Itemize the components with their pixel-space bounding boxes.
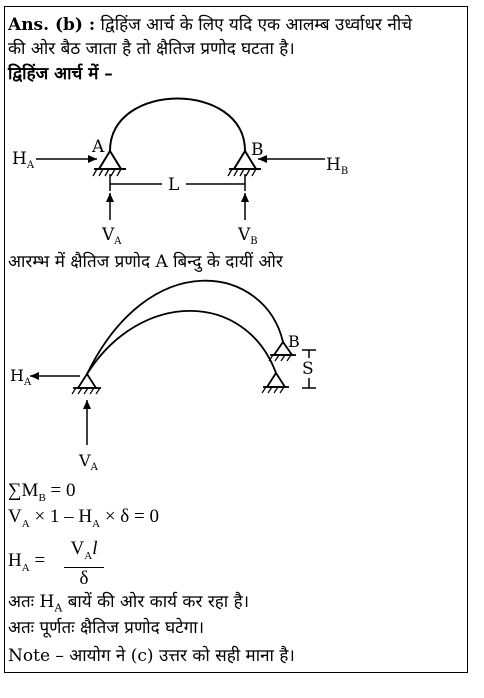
answer-line-2: की ओर बैठ जाता है तो क्षैतिज प्रणोद घटता है।	[8, 39, 295, 59]
settlement-s-label: S	[302, 359, 314, 379]
ha-label: $H_A$	[12, 149, 35, 171]
hinge-support-a2	[78, 374, 96, 388]
va2-arrow-head	[83, 400, 91, 409]
arch-curve	[110, 99, 245, 152]
va2-label: $V_A$	[79, 451, 98, 473]
equation-moment-sum: $\sum M_B = 0$	[8, 480, 76, 504]
span-l-label: L	[168, 175, 180, 195]
settled-support-diagram	[0, 270, 470, 475]
arch-curve-initial	[87, 281, 283, 374]
conclusion-2: अतः पूर्णतः क्षैतिज प्रणोद घटेगा।	[8, 618, 205, 638]
answer-text-1: द्विहिंज आर्च के लिए यदि एक आलम्ब उर्ध्वाधर नीचे	[100, 15, 413, 35]
va-arrow-head	[106, 193, 114, 202]
ha2-arrow-head	[30, 372, 39, 380]
hb-label: $H_B$	[326, 155, 349, 177]
point-a-label: A	[92, 137, 105, 157]
two-hinged-arch-diagram	[0, 85, 470, 250]
va-label: $V_A$	[102, 225, 122, 247]
equation-moment-balance: $V_A \times 1 - H_A \times \delta = 0$	[8, 506, 159, 530]
answer-line-1	[8, 14, 412, 36]
point-b2-label: B	[288, 332, 300, 351]
hinge-support-b-settled	[267, 373, 285, 387]
caption-text: आरम्भ में क्षैतिज प्रणोद A बिन्दु के दायीं ओर	[8, 252, 283, 272]
vb-arrow-head	[241, 193, 249, 202]
point-b-label: B	[251, 140, 264, 160]
arch-curve-settled	[87, 311, 276, 374]
note-text: Note – आयोग ने (c) उत्तर को सही माना है।	[8, 646, 295, 666]
conclusion-1: अतः $H_A$ बायें की ओर कार्य कर रहा है।	[8, 592, 250, 615]
section-heading: द्विहिंज आर्च में –	[8, 64, 113, 84]
ha2-label: $H_A$	[10, 366, 32, 388]
answer-label: Ans. (b) :	[8, 15, 96, 35]
vb-label: $V_B$	[238, 225, 258, 247]
